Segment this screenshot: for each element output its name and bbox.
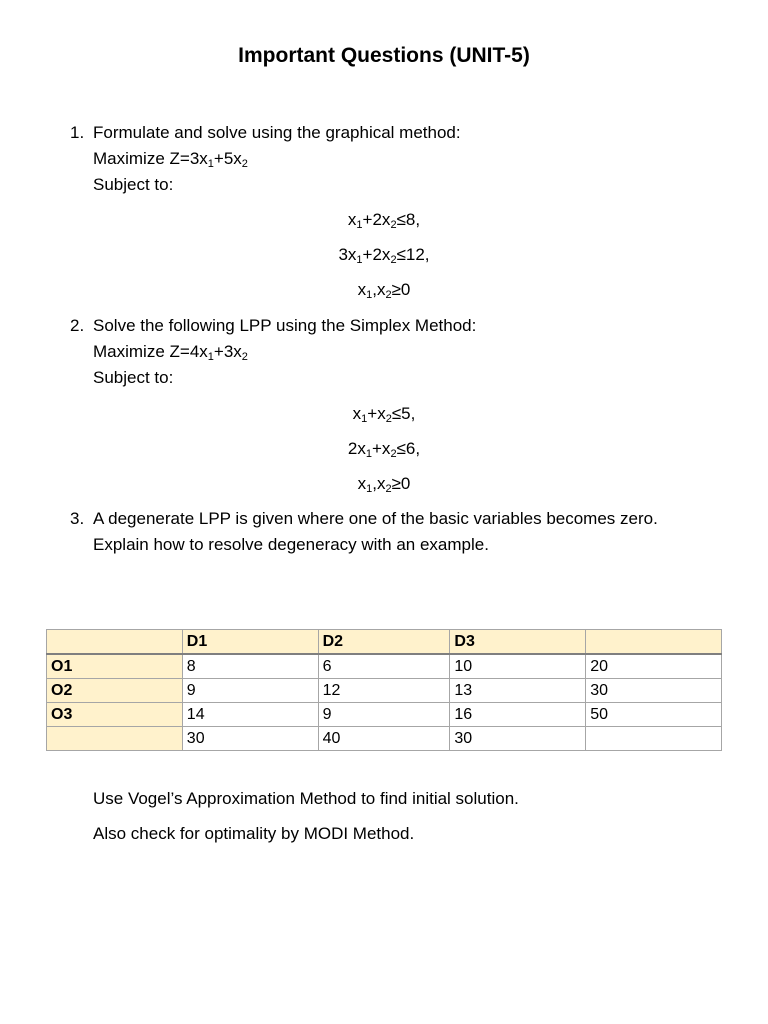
table-row [47, 727, 722, 751]
table-cell: 9 [318, 703, 450, 727]
table-row-label [47, 727, 183, 751]
constraints-1 [0, 210, 768, 315]
table-cell: 10 [450, 654, 586, 679]
question-number: 2. [70, 316, 85, 335]
table-cell: 12 [318, 679, 450, 703]
table-cell: 30 [182, 727, 318, 751]
question-line: Subject to: [93, 175, 174, 194]
table-cell: 8 [182, 654, 318, 679]
page-title: Important Questions (UNIT-5) [238, 44, 530, 67]
constraints-2 [0, 404, 768, 509]
question-line: Subject to: [93, 368, 174, 387]
table-header-cell: D3 [450, 630, 586, 655]
table-header-row [47, 630, 722, 655]
table-cell [586, 727, 722, 751]
table-header-cell: D1 [182, 630, 318, 655]
table-header-cell: D2 [318, 630, 450, 655]
objective-line: Maximize $Z=3x_1+5x_2$ [93, 149, 248, 170]
table-row-label: O2 [47, 679, 183, 703]
objective-line: Maximize $Z=4x_1+3x_2$ [93, 342, 248, 363]
table-cell: 14 [182, 703, 318, 727]
question-3 [70, 506, 730, 558]
table-row [47, 703, 722, 727]
table-cell: 50 [586, 703, 722, 727]
table-row-label: O1 [47, 654, 183, 679]
table-header-cell [47, 630, 183, 655]
transportation-table [46, 629, 722, 751]
table-cell: 30 [586, 679, 722, 703]
question-line: A degenerate LPP is given where one of the basic variables becomes zero. [93, 509, 658, 528]
instruction-text: Use Vogel’s Approximation Method to find initial solution. [93, 789, 519, 808]
question-line: Explain how to resolve degeneracy with an example. [93, 535, 489, 554]
constraint: $x_1,x_2\ge 0$ [357, 474, 411, 495]
table-row [47, 654, 722, 679]
table-cell: 16 [450, 703, 586, 727]
constraint: $x_1,x_2\ge 0$ [357, 280, 411, 301]
table-cell: 20 [586, 654, 722, 679]
table-cell: 30 [450, 727, 586, 751]
instruction-text: Also check for optimality by MODI Method. [93, 824, 415, 843]
table-header-cell [586, 630, 722, 655]
table-cell: 13 [450, 679, 586, 703]
table-cell: 40 [318, 727, 450, 751]
table-row [47, 679, 722, 703]
table-cell: 6 [318, 654, 450, 679]
question-number: 3. [70, 509, 85, 528]
question-line: Solve the following LPP using the Simplex Method: [93, 316, 477, 335]
constraint: $x_1+x_2\le 5$, [352, 404, 416, 425]
constraint: $3x_1+2x_2\le 12$, [338, 245, 430, 266]
constraint: $2x_1+x_2\le 6$, [347, 439, 421, 460]
question-number: 1. [70, 123, 85, 142]
question-2 [70, 313, 730, 391]
question-1 [70, 120, 730, 198]
table-cell: 9 [182, 679, 318, 703]
table-row-label: O3 [47, 703, 183, 727]
constraint: $x_1+2x_2\le 8$, [347, 210, 421, 231]
question-line: Formulate and solve using the graphical method: [93, 123, 461, 142]
